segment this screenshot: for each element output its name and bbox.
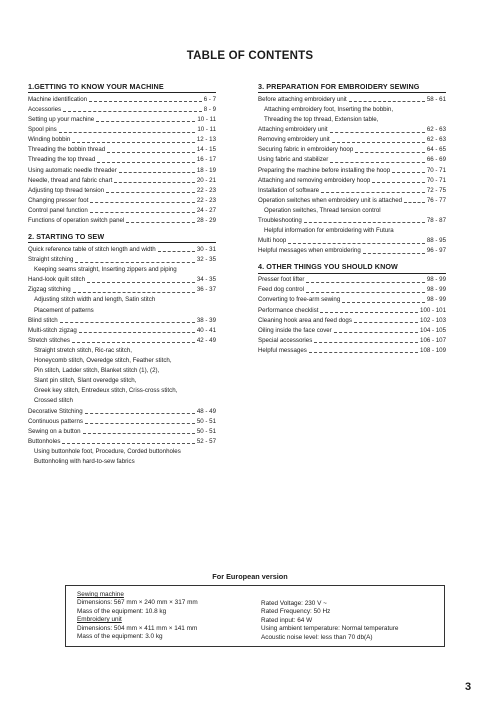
dot-leader: [355, 152, 425, 153]
toc-subentry: Crossed stitch: [34, 397, 73, 405]
toc-entry-pages: 70 - 71: [426, 176, 446, 184]
toc-entry-pages: 40 - 41: [196, 326, 216, 334]
dot-leader: [288, 243, 425, 244]
toc-entry: [28, 155, 216, 165]
sewing-machine-heading: Sewing machine: [77, 591, 124, 598]
toc-entry: [258, 95, 446, 105]
sewing-machine-mass: Mass of the equipment: 10.8 kg: [77, 607, 167, 615]
toc-entry-title: Cleaning hook area and feed dogs: [258, 316, 352, 324]
toc-entry-pages: 76 - 77: [426, 196, 446, 204]
toc-entry-title: Attaching and removing embroidery hoop: [258, 176, 371, 184]
toc-entry-title: Removing embroidery unit: [258, 136, 330, 144]
rated-input: Rated input: 64 W: [261, 616, 313, 624]
dot-leader: [126, 222, 195, 223]
toc-entry: [28, 245, 216, 255]
toc-entry-pages: 104 - 105: [420, 326, 446, 334]
toc-entry-title: Functions of operation switch panel: [28, 217, 125, 225]
toc-entry-pages: 72 - 75: [426, 186, 446, 194]
toc-entry: [28, 186, 216, 196]
dot-leader: [85, 423, 195, 424]
toc-subentry: Adjusting stitch width and length, Satin stitch: [34, 296, 156, 304]
toc-subentry: Placement of patterns: [34, 306, 94, 314]
toc-entry-pages: 98 - 99: [426, 276, 446, 284]
dot-leader: [75, 262, 194, 263]
toc-entry-title: Multi-stitch zigzag: [28, 326, 77, 334]
section-heading: 1.GETTING TO KNOW YOUR MACHINE: [28, 82, 216, 93]
toc-entry-pages: 20 - 21: [196, 176, 216, 184]
toc-entry-title: Presser foot lifter: [258, 276, 305, 284]
toc-entry: [28, 326, 216, 336]
toc-entry-title: Sewing on a button: [28, 427, 81, 435]
toc-entry-pages: 10 - 11: [197, 116, 216, 124]
dot-leader: [73, 292, 195, 293]
toc-entry: [258, 125, 446, 135]
dot-leader: [85, 413, 195, 414]
machine-specs: [77, 591, 198, 641]
dot-leader: [90, 212, 195, 213]
toc-entry-pages: 52 - 57: [196, 437, 216, 445]
toc-entry: [28, 105, 216, 115]
toc-subentry: Buttonholing with hard-to-sew fabrics: [34, 457, 135, 465]
toc-entry-pages: 88 - 95: [426, 237, 446, 245]
toc-entry: [258, 275, 446, 285]
toc-entry-title: Installation of software: [258, 186, 320, 194]
toc-entry: [258, 196, 446, 206]
dot-leader: [321, 192, 425, 193]
embroidery-unit-dimensions: Dimensions: 504 mm × 411 mm × 141 mm: [77, 624, 198, 632]
toc-entry-pages: 42 - 49: [196, 336, 216, 344]
dot-leader: [60, 322, 195, 323]
toc-entry-pages: 34 - 35: [196, 276, 216, 284]
section-heading: 2. STARTING TO SEW: [28, 232, 216, 243]
toc-entry-pages: 24 - 27: [196, 206, 216, 214]
toc-entry-pages: 28 - 29: [196, 217, 216, 225]
toc-entry: [28, 336, 216, 346]
toc-entry: [28, 437, 216, 447]
rated-frequency: Rated Frequency: 50 Hz: [261, 608, 331, 616]
toc-entry: [258, 346, 446, 356]
dot-leader: [342, 302, 425, 303]
toc-entry-title: Threading the bobbin thread: [28, 146, 106, 154]
toc-entry-title: Needle, thread and fabric chart: [28, 176, 113, 184]
toc-entry-title: Oiling inside the face cover: [258, 326, 332, 334]
toc-entry-pages: 102 - 103: [420, 316, 446, 324]
dot-leader: [90, 202, 194, 203]
toc-entry-title: Attaching embroidery unit: [258, 126, 328, 134]
toc-entry-title: Hand-look quilt stitch: [28, 276, 85, 284]
dot-leader: [404, 202, 425, 203]
toc-entry: [258, 216, 446, 226]
toc-subentry: Slant pin stitch, Slant overedge stitch,: [34, 377, 137, 385]
toc-entry: [258, 155, 446, 165]
toc-entry-pages: 100 - 101: [420, 306, 446, 314]
dot-leader: [89, 101, 202, 102]
dot-leader: [354, 322, 418, 323]
toc-entry-title: Multi hoop: [258, 237, 287, 245]
dot-leader: [79, 332, 195, 333]
toc-entry-pages: 66 - 69: [426, 156, 446, 164]
toc-entry-pages: 108 - 109: [420, 346, 446, 354]
toc-subentry: Helpful information for embroidering with Futura: [264, 227, 394, 235]
toc-entry-pages: 8 - 9: [203, 105, 216, 113]
page-title: TABLE OF CONTENTS: [186, 50, 314, 62]
toc-entry-title: Special accessories: [258, 336, 313, 344]
toc-subentry: Threading the top thread, Extension table,: [264, 116, 379, 124]
toc-entry-title: Using fabric and stabilizer: [258, 156, 329, 164]
rated-voltage: Rated Voltage: 230 V ~: [261, 600, 327, 607]
toc-entry-title: Buttonholes: [28, 437, 61, 445]
european-version-title: For European version: [212, 572, 288, 581]
toc-entry-title: Threading the top thread: [28, 156, 96, 164]
toc-subentry: Attaching embroidery foot, Inserting the bobbin,: [264, 105, 394, 113]
toc-subentry: Using buttonhole foot, Procedure, Corded buttonholes: [34, 447, 181, 455]
toc-entry: [258, 246, 446, 256]
dot-leader: [330, 132, 425, 133]
toc-entry-pages: 58 - 61: [426, 95, 446, 103]
toc-entry-title: Continuous patterns: [28, 417, 83, 425]
toc-entry-title: Operation switches when embroidery unit is attached: [258, 196, 403, 204]
toc-entry-title: Stretch stitches: [28, 336, 70, 344]
dot-leader: [334, 332, 418, 333]
toc-subentry: Straight stretch stitch, Ric-rac stitch,: [34, 346, 132, 354]
toc-entry-pages: 62 - 63: [426, 126, 446, 134]
toc-entry: [258, 236, 446, 246]
toc-left-column: [28, 82, 216, 467]
acoustic-noise-level: Acoustic noise level: less than 70 db(A): [261, 633, 373, 641]
electrical-specs: [261, 600, 398, 642]
dot-leader: [304, 222, 425, 223]
dot-leader: [314, 342, 418, 343]
toc-entry-pages: 14 - 15: [196, 146, 216, 154]
toc-section-3: [258, 82, 446, 256]
toc-entry: [258, 176, 446, 186]
toc-entry: [28, 166, 216, 176]
toc-entry-pages: 38 - 39: [196, 316, 216, 324]
toc-entry: [28, 125, 216, 135]
toc-entry: [28, 206, 216, 216]
toc-entry-pages: 96 - 97: [426, 247, 446, 255]
toc-entry: [28, 285, 216, 295]
dot-leader: [363, 253, 425, 254]
dot-leader: [107, 152, 195, 153]
dot-leader: [306, 282, 424, 283]
toc-entry-title: Changing presser foot: [28, 196, 89, 204]
toc-entry-title: Converting to free-arm sewing: [258, 296, 341, 304]
dot-leader: [97, 162, 195, 163]
toc-entry: [28, 255, 216, 265]
section-heading: 3. PREPARATION FOR EMBROIDERY SEWING: [258, 82, 446, 93]
toc-entry-title: Winding bobbin: [28, 136, 71, 144]
toc-entry-title: Adjusting top thread tension: [28, 186, 105, 194]
toc-entry: [28, 275, 216, 285]
dot-leader: [72, 142, 195, 143]
toc-entry-pages: 12 - 13: [196, 136, 216, 144]
toc-entry: [258, 135, 446, 145]
toc-entry-pages: 30 - 31: [196, 246, 216, 253]
toc-entry-title: Decorative Stitching: [28, 407, 83, 415]
toc-entry-title: Troubleshooting: [258, 217, 302, 225]
toc-entry-title: Feed dog control: [258, 286, 305, 294]
dot-leader: [332, 142, 425, 143]
toc-entry-pages: 98 - 99: [426, 286, 446, 294]
toc-entry-pages: 70 - 71: [426, 166, 446, 174]
toc-subentry: Honeycomb stitch, Overedge stitch, Feather stitch,: [34, 357, 172, 365]
toc-entry: [28, 95, 216, 105]
toc-entry: [28, 427, 216, 437]
embroidery-unit-mass: Mass of the equipment: 3.0 kg: [77, 633, 163, 641]
toc-entry: [28, 417, 216, 427]
dot-leader: [59, 132, 196, 133]
dot-leader: [349, 101, 425, 102]
toc-entry-title: Using automatic needle threader: [28, 166, 117, 174]
ambient-temperature: Using ambient temperature: Normal temperature: [261, 625, 399, 633]
toc-section-2: [28, 232, 216, 467]
toc-entry-title: Control panel function: [28, 206, 88, 214]
toc-entry: [258, 326, 446, 336]
toc-subentry: Keeping seams straight, Inserting zippers and piping: [34, 266, 177, 274]
toc-entry-title: Helpful messages when embroidering: [258, 247, 361, 255]
toc-entry-title: Accessories: [28, 105, 62, 113]
toc-entry-pages: 78 - 87: [426, 217, 446, 225]
embroidery-unit-heading: Embroidery unit: [77, 616, 122, 624]
dot-leader: [330, 162, 425, 163]
toc-entry-title: Performance checklist: [258, 306, 319, 314]
toc-entry-pages: 50 - 51: [196, 427, 216, 435]
toc-entry: [28, 176, 216, 186]
toc-entry: [258, 186, 446, 196]
dot-leader: [96, 121, 195, 122]
dot-leader: [87, 282, 195, 283]
toc-entry: [258, 166, 446, 176]
toc-entry-title: Helpful messages: [258, 346, 307, 354]
toc-entry-pages: 98 - 99: [426, 296, 446, 304]
toc-entry-pages: 10 - 11: [197, 126, 216, 134]
toc-entry-title: Zigzag stitching: [28, 286, 71, 294]
toc-entry-title: Blind stitch: [28, 316, 58, 324]
toc-entry-pages: 64 - 65: [426, 146, 446, 154]
toc-entry-title: Securing fabric in embroidery hoop: [258, 146, 354, 154]
dot-leader: [63, 111, 202, 112]
toc-subentry: Operation switches, Thread tension control: [264, 206, 381, 214]
dot-leader: [306, 292, 425, 293]
sewing-machine-dimensions: Dimensions: 567 mm × 240 mm × 317 mm: [77, 599, 198, 607]
toc-entry-pages: 32 - 35: [196, 256, 216, 264]
toc-entry-title: Straight stitching: [28, 256, 74, 264]
toc-right-column: [258, 82, 446, 356]
toc-entry: [28, 135, 216, 145]
dot-leader: [114, 182, 195, 183]
toc-entry: [258, 306, 446, 316]
toc-section-1: [28, 82, 216, 226]
dot-leader: [372, 182, 425, 183]
toc-entry-title: Spool pins: [28, 126, 57, 134]
toc-entry-title: Quick reference table of stitch length and width: [28, 246, 156, 253]
dot-leader: [309, 352, 418, 353]
toc-entry-pages: 36 - 37: [196, 286, 216, 294]
european-specs-box: [65, 585, 445, 647]
toc-entry-title: Setting up your machine: [28, 116, 95, 124]
toc-entry-title: Preparing the machine before installing the hoop: [258, 166, 391, 174]
toc-entry: [258, 295, 446, 305]
toc-entry-pages: 6 - 7: [203, 95, 216, 103]
toc-entry-pages: 22 - 23: [196, 186, 216, 194]
toc-entry-pages: 22 - 23: [196, 196, 216, 204]
toc-entry: [28, 216, 216, 226]
dot-leader: [83, 433, 195, 434]
toc-entry: [258, 336, 446, 346]
toc-entry: [258, 145, 446, 155]
toc-entry: [28, 316, 216, 326]
dot-leader: [62, 443, 194, 444]
toc-entry: [258, 316, 446, 326]
dot-leader: [320, 312, 418, 313]
dot-leader: [158, 251, 195, 252]
section-heading: 4. OTHER THINGS YOU SHOULD KNOW: [258, 262, 446, 273]
toc-subentry: Pin stitch, Ladder stitch, Blanket stitch (1), (2),: [34, 367, 160, 375]
page-number: 3: [465, 681, 472, 693]
dot-leader: [119, 172, 195, 173]
toc-entry: [28, 407, 216, 417]
dot-leader: [106, 192, 195, 193]
dot-leader: [72, 342, 195, 343]
toc-entry-pages: 106 - 107: [420, 336, 446, 344]
toc-entry-pages: 50 - 51: [196, 417, 216, 425]
dot-leader: [392, 172, 425, 173]
toc-entry: [28, 196, 216, 206]
toc-entry: [258, 285, 446, 295]
toc-entry: [28, 145, 216, 155]
toc-entry-title: Before attaching embroidery unit: [258, 95, 347, 103]
toc-entry-title: Machine identification: [28, 95, 88, 103]
toc-entry-pages: 18 - 19: [196, 166, 216, 174]
toc-section-4: [258, 262, 446, 356]
toc-entry-pages: 16 - 17: [196, 156, 216, 164]
toc-entry-pages: 48 - 49: [196, 407, 216, 415]
toc-entry-pages: 62 - 63: [426, 136, 446, 144]
toc-entry: [28, 115, 216, 125]
toc-subentry: Greek key stitch, Entredeux stitch, Criss-cross stitch,: [34, 387, 178, 395]
